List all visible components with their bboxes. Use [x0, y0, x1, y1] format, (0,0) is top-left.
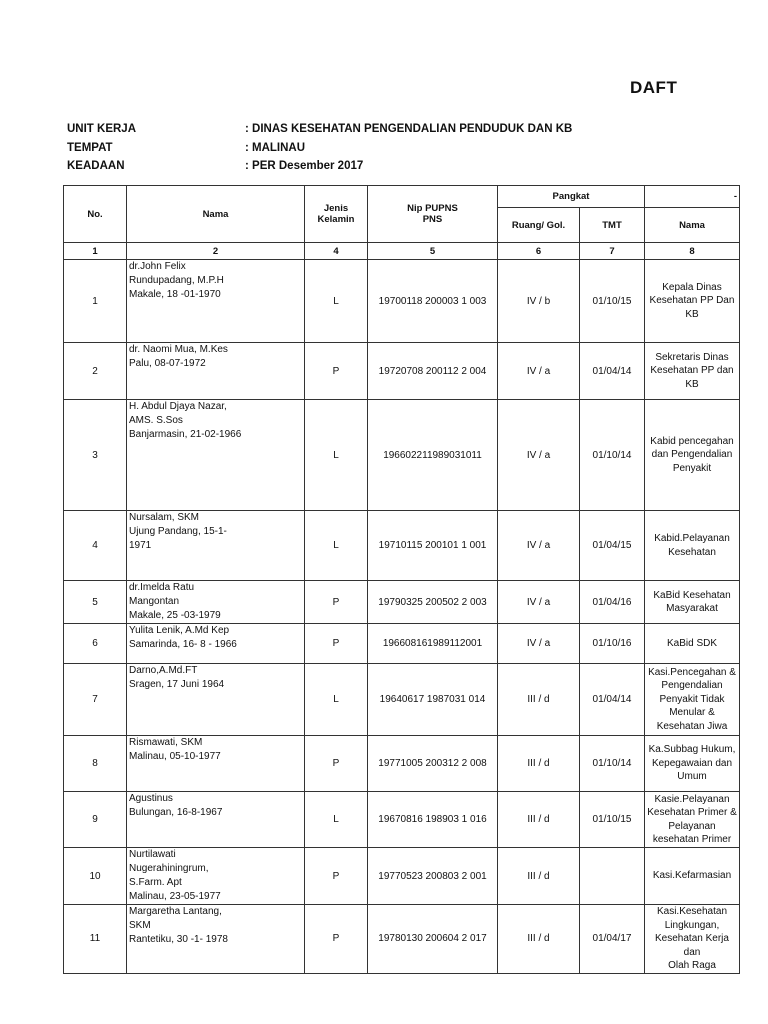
- column-number: 4: [305, 243, 368, 260]
- meta-value: : PER Desember 2017: [245, 160, 364, 172]
- jabatan-line: Sekretaris Dinas: [655, 351, 729, 363]
- nip-cell: 196602211989031011: [368, 400, 498, 511]
- tmt-cell: [580, 848, 645, 905]
- tmt-cell: 01/10/14: [580, 400, 645, 511]
- column-number: 7: [580, 243, 645, 260]
- employee-name-line: dr. Naomi Mua, M.Kes: [129, 344, 228, 355]
- jabatan-cell: [645, 400, 740, 511]
- employee-name-line: Darno,A.Md.FT: [129, 665, 198, 676]
- jabatan-line: Kepegawaian dan: [651, 757, 733, 769]
- employee-name-line: S.Farm. Apt: [129, 877, 182, 888]
- table-row: [64, 792, 740, 848]
- golongan-cell: III / d: [498, 848, 580, 905]
- row-number: 7: [64, 664, 127, 736]
- employee-name-line: Nursalam, SKM: [129, 512, 200, 523]
- employee-name-line: Malinau, 05-10-1977: [129, 751, 221, 762]
- gender-cell: P: [305, 624, 368, 664]
- header-tmt: TMT: [580, 208, 645, 243]
- header-nip-line1: Nip PUPNS: [407, 203, 458, 214]
- meta-label: TEMPAT: [67, 142, 113, 154]
- gender-cell: L: [305, 400, 368, 511]
- employee-name-line: SKM: [129, 920, 151, 931]
- nip-cell: 19770523 200803 2 001: [368, 848, 498, 905]
- tmt-cell: 01/04/17: [580, 905, 645, 974]
- jabatan-cell: [645, 511, 740, 581]
- golongan-cell: IV / a: [498, 343, 580, 400]
- jabatan-cell: [645, 581, 740, 624]
- employee-name-line: Rantetiku, 30 -1- 1978: [129, 934, 228, 945]
- row-number: 5: [64, 581, 127, 624]
- employee-table: [63, 185, 740, 974]
- nip-cell: 19700118 200003 1 003: [368, 260, 498, 343]
- jabatan-line: KaBid SDK: [666, 637, 718, 649]
- header-ruang-gol: Ruang/ Gol.: [498, 208, 580, 243]
- header-nama: Nama: [127, 186, 305, 243]
- employee-name-line: Margaretha Lantang,: [129, 906, 222, 917]
- gender-cell: P: [305, 581, 368, 624]
- tmt-cell: 01/04/15: [580, 511, 645, 581]
- employee-name-line: H. Abdul Djaya Nazar,: [129, 401, 227, 412]
- gender-cell: L: [305, 260, 368, 343]
- jabatan-cell: [645, 848, 740, 905]
- row-number: 4: [64, 511, 127, 581]
- employee-name-cell: [127, 511, 305, 581]
- employee-name-line: Palu, 08-07-1972: [129, 358, 206, 369]
- employee-name-line: Makale, 25 -03-1979: [129, 610, 221, 621]
- golongan-cell: III / d: [498, 736, 580, 792]
- employee-name-line: Nurtilawati: [129, 849, 176, 860]
- employee-name-line: Samarinda, 16- 8 - 1966: [129, 639, 237, 650]
- header-no: No.: [64, 186, 127, 243]
- gender-cell: L: [305, 792, 368, 848]
- row-number: 3: [64, 400, 127, 511]
- employee-name-line: Ujung Pandang, 15-1-: [129, 526, 227, 537]
- jabatan-line: KB: [685, 378, 699, 390]
- table-row: [64, 905, 740, 974]
- golongan-cell: III / d: [498, 792, 580, 848]
- table-row: [64, 624, 740, 664]
- table-row: [64, 848, 740, 905]
- header-jenis-kelamin-line2: Kelamin: [317, 214, 355, 225]
- nip-cell: 196608161989112001: [368, 624, 498, 664]
- jabatan-line: Pengendalian: [661, 680, 723, 692]
- jabatan-line: Kabid pencegahan: [650, 435, 734, 447]
- column-number-row: [64, 243, 740, 260]
- jabatan-line: Lingkungan,: [664, 919, 720, 931]
- header-nip-line2: PNS: [422, 214, 443, 225]
- tmt-cell: 01/10/14: [580, 736, 645, 792]
- employee-name-line: AMS. S.Sos: [129, 415, 183, 426]
- employee-name-line: dr.Imelda Ratu: [129, 582, 195, 593]
- table-row: [64, 511, 740, 581]
- employee-name-line: Banjarmasin, 21-02-1966: [129, 429, 242, 440]
- column-number: 8: [645, 243, 740, 260]
- table-row: [64, 260, 740, 343]
- table-row: [64, 736, 740, 792]
- table-row: [64, 400, 740, 511]
- gender-cell: P: [305, 905, 368, 974]
- jabatan-cell: [645, 260, 740, 343]
- golongan-cell: III / d: [498, 664, 580, 736]
- header-jabatan-cut: -: [645, 186, 740, 208]
- row-number: 6: [64, 624, 127, 664]
- jabatan-line: kesehatan Primer: [652, 834, 732, 845]
- jabatan-line: Kesehatan Jiwa: [656, 720, 728, 732]
- nip-cell: 19710115 200101 1 001: [368, 511, 498, 581]
- employee-name-line: Bulungan, 16-8-1967: [129, 807, 223, 818]
- employee-name-line: Makale, 18 -01-1970: [129, 289, 221, 300]
- employee-name-cell: [127, 848, 305, 905]
- jabatan-line: Penyakit: [672, 462, 712, 474]
- jabatan-line: Kesehatan: [668, 546, 716, 558]
- jabatan-line: dan Pengendalian: [651, 449, 733, 461]
- nip-cell: 19720708 200112 2 004: [368, 343, 498, 400]
- jabatan-cell: [645, 624, 740, 664]
- employee-name-line: dr.John Felix: [129, 261, 186, 272]
- gender-cell: P: [305, 848, 368, 905]
- meta-value: : DINAS KESEHATAN PENGENDALIAN PENDUDUK DAN KB: [245, 123, 573, 135]
- column-number: 1: [64, 243, 127, 260]
- table-row: [64, 343, 740, 400]
- nip-cell: 19771005 200312 2 008: [368, 736, 498, 792]
- meta-value: : MALINAU: [245, 142, 306, 154]
- column-number: 2: [127, 243, 305, 260]
- header-jabatan-nama: Nama: [645, 208, 740, 243]
- jabatan-line: Kasi.Kefarmasian: [652, 870, 732, 882]
- nip-cell: 19670816 198903 1 016: [368, 792, 498, 848]
- employee-name-line: Rismawati, SKM: [129, 737, 203, 748]
- tmt-cell: 01/04/14: [580, 664, 645, 736]
- gender-cell: P: [305, 343, 368, 400]
- jabatan-cell: [645, 905, 740, 974]
- jabatan-cell: [645, 343, 740, 400]
- tmt-cell: 01/04/16: [580, 581, 645, 624]
- jabatan-line: Penyakit Tidak: [659, 693, 725, 705]
- jabatan-line: Kesehatan Primer &: [647, 807, 737, 818]
- employee-name-line: Agustinus: [129, 793, 173, 804]
- jabatan-line: Menular &: [669, 707, 715, 719]
- header-jenis-kelamin: [305, 186, 368, 243]
- nip-cell: 19790325 200502 2 003: [368, 581, 498, 624]
- employee-name-cell: [127, 905, 305, 974]
- tmt-cell: 01/04/14: [580, 343, 645, 400]
- meta-label: KEADAAN: [67, 160, 125, 172]
- row-number: 9: [64, 792, 127, 848]
- nip-cell: 19780130 200604 2 017: [368, 905, 498, 974]
- jabatan-line: Olah Raga: [668, 960, 716, 971]
- golongan-cell: IV / b: [498, 260, 580, 343]
- jabatan-cell: [645, 792, 740, 848]
- jabatan-cell: [645, 664, 740, 736]
- employee-name-line: Rundupadang, M.P.H: [129, 275, 224, 286]
- tmt-cell: 01/10/16: [580, 624, 645, 664]
- jabatan-line: Kesehatan PP Dan: [649, 295, 735, 307]
- golongan-cell: IV / a: [498, 400, 580, 511]
- employee-name-cell: [127, 792, 305, 848]
- table-row: [64, 664, 740, 736]
- jabatan-line: KB: [685, 308, 699, 320]
- golongan-cell: IV / a: [498, 581, 580, 624]
- employee-name-line: 1971: [129, 540, 152, 551]
- golongan-cell: IV / a: [498, 511, 580, 581]
- column-number: 5: [368, 243, 498, 260]
- golongan-cell: IV / a: [498, 624, 580, 664]
- employee-name-cell: [127, 624, 305, 664]
- jabatan-line: Kesehatan PP dan: [650, 365, 734, 377]
- row-number: 2: [64, 343, 127, 400]
- jabatan-line: Kasie.Pelayanan: [654, 793, 730, 805]
- header-jenis-kelamin-line1: Jenis: [323, 203, 349, 214]
- header-nip: [368, 186, 498, 243]
- employee-name-line: Nugerahiningrum,: [129, 863, 209, 874]
- header-pangkat: Pangkat: [498, 186, 645, 208]
- tmt-cell: 01/10/15: [580, 792, 645, 848]
- jabatan-line: Kasi.Kesehatan: [656, 906, 728, 917]
- jabatan-line: Kasi.Pencegahan &: [648, 666, 736, 678]
- row-number: 11: [64, 905, 127, 974]
- jabatan-line: KaBid Kesehatan: [653, 589, 731, 601]
- golongan-cell: III / d: [498, 905, 580, 974]
- employee-name-line: Malinau, 23-05-1977: [129, 891, 221, 902]
- employee-name-cell: [127, 664, 305, 736]
- employee-name-cell: [127, 343, 305, 400]
- tmt-cell: 01/10/15: [580, 260, 645, 343]
- gender-cell: L: [305, 664, 368, 736]
- column-number: 6: [498, 243, 580, 260]
- jabatan-line: Umum: [677, 771, 707, 783]
- row-number: 10: [64, 848, 127, 905]
- employee-name-line: Yulita Lenik, A.Md Kep: [129, 625, 230, 636]
- meta-label: UNIT KERJA: [67, 123, 137, 135]
- jabatan-line: Pelayanan: [668, 820, 716, 832]
- employee-name-cell: [127, 581, 305, 624]
- row-number: 1: [64, 260, 127, 343]
- jabatan-line: Ka.Subbag Hukum,: [648, 744, 736, 756]
- employee-name-cell: [127, 400, 305, 511]
- table-row: [64, 581, 740, 624]
- jabatan-cell: [645, 736, 740, 792]
- employee-name-cell: [127, 736, 305, 792]
- row-number: 8: [64, 736, 127, 792]
- gender-cell: P: [305, 736, 368, 792]
- employee-name-line: Sragen, 17 Juni 1964: [129, 679, 225, 690]
- gender-cell: L: [305, 511, 368, 581]
- jabatan-line: Kepala Dinas: [662, 281, 722, 293]
- jabatan-line: Kabid.Pelayanan: [654, 533, 730, 544]
- employee-name-cell: [127, 260, 305, 343]
- nip-cell: 19640617 1987031 014: [368, 664, 498, 736]
- jabatan-line: Masyarakat: [666, 603, 718, 614]
- employee-name-line: Mangontan: [129, 596, 180, 607]
- jabatan-line: Kesehatan Kerja dan: [655, 933, 729, 958]
- document-title: DAFT: [630, 78, 678, 97]
